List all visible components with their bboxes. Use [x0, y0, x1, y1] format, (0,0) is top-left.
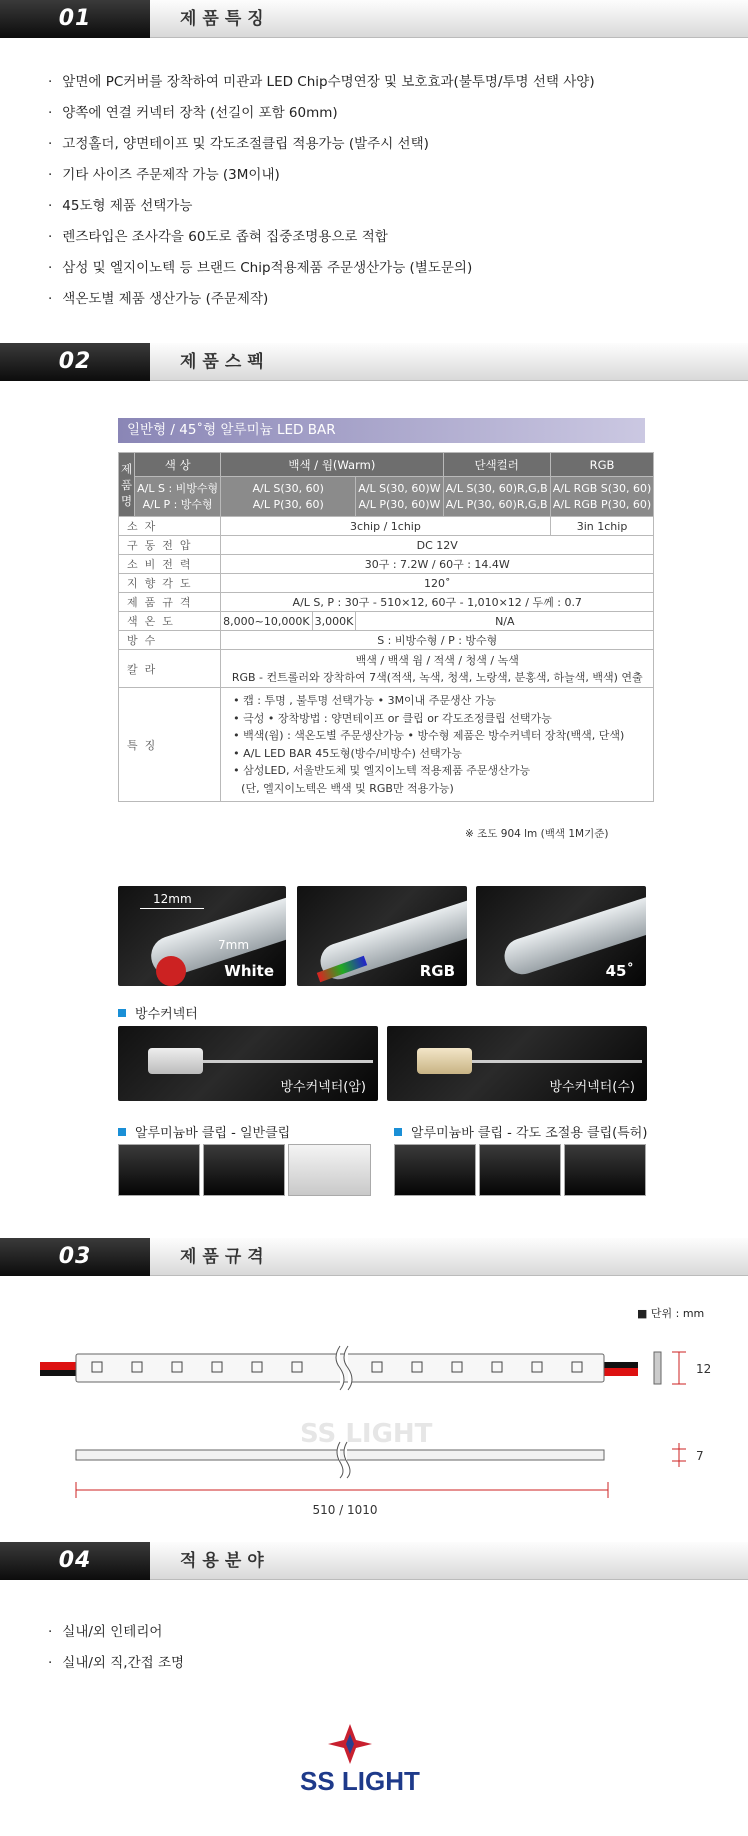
model-warm: A/L S(30, 60)W A/L P(30, 60)W — [356, 477, 443, 517]
section-title: 적용분야 — [180, 1551, 270, 1571]
row-value: 백색 / 백색 웜 / 적색 / 청색 / 녹색 RGB - 컨트롤러와 장착하여 7색(적색, 녹색, 청색, 노랑색, 분홍색, 하늘색, 백색) 연출 — [221, 650, 654, 688]
product-name-header: 제품명 — [119, 453, 135, 517]
photo-caption: 방수커넥터(암) — [280, 1080, 366, 1095]
row-value: S : 비방수형 / P : 방수형 — [221, 631, 654, 650]
section-number: 03 — [0, 1238, 150, 1276]
clip-heading-angle: 알루미늄바 클립 - 각도 조절용 클립(특허) — [394, 1122, 647, 1141]
feature-item: · 양쪽에 연결 커넥터 장착 (선길이 포함 60mm) — [48, 101, 338, 121]
spec-table-title: 일반형 / 45˚형 알루미늄 LED BAR — [118, 418, 645, 443]
clip-photo — [203, 1144, 285, 1196]
dim-width-label: 12mm — [153, 892, 192, 906]
application-item: · 실내/외 직,간접 조명 — [48, 1651, 184, 1671]
section-number: 04 — [0, 1542, 150, 1580]
model-single: A/L S(30, 60)R,G,B A/L P(30, 60)R,G,B — [443, 477, 550, 517]
photo-caption: 45˚ — [605, 962, 634, 980]
row-value: 8,000~10,000K — [221, 612, 312, 631]
row-value: N/A — [356, 612, 654, 631]
row-label: 방수 — [119, 631, 221, 650]
thickness-dim: 7 — [696, 1449, 704, 1463]
dim-width-line — [140, 908, 204, 909]
photo-45 — [476, 886, 646, 986]
clip-photo — [564, 1144, 646, 1196]
feature-item: · 색온도별 제품 생산가능 (주문제작) — [48, 287, 268, 307]
clip-photo — [118, 1144, 200, 1196]
row-value: DC 12V — [221, 536, 654, 555]
photo-caption: RGB — [419, 962, 455, 980]
model-white: A/L S(30, 60) A/L P(30, 60) — [221, 477, 356, 517]
section-header-04 — [0, 1542, 748, 1580]
photo-connector-female — [118, 1026, 378, 1101]
row-value: 120˚ — [221, 574, 654, 593]
height-dim: 12 — [696, 1362, 712, 1376]
feature-item: · 삼성 및 엘지이노텍 등 브랜드 Chip적용제품 주문생산가능 (별도문의) — [48, 256, 472, 276]
dim-height-label: 7mm — [218, 938, 250, 952]
row-label: 색온도 — [119, 612, 221, 631]
row-label: 제품규격 — [119, 593, 221, 612]
ss-light-logo — [290, 1720, 460, 1800]
watermark: SS LIGHT — [300, 1419, 433, 1449]
col-color: 색 상 — [135, 453, 221, 477]
clip-photo — [479, 1144, 561, 1196]
section-title: 제품특징 — [180, 9, 270, 29]
cable-image — [203, 1060, 373, 1063]
row-label: 구동전압 — [119, 536, 221, 555]
row-value: 3chip / 1chip — [221, 517, 551, 536]
cable-image — [472, 1060, 642, 1063]
feature-item: · 45도형 제품 선택가능 — [48, 194, 192, 214]
lumen-note: ※ 조도 904 lm (백색 1M기준) — [465, 828, 609, 840]
section-title: 제품규격 — [180, 1247, 270, 1267]
connector-image — [417, 1048, 472, 1074]
row-label: 지향각도 — [119, 574, 221, 593]
connector-heading: 방수커넥터 — [118, 1003, 198, 1022]
wire-image — [156, 956, 186, 986]
feature-item: · 앞면에 PC커버를 장착하여 미관과 LED Chip수명연장 및 보호효과(불투명/투명 선택 사양) — [48, 70, 595, 90]
col-rgb: RGB — [550, 453, 654, 477]
photo-white — [118, 886, 286, 986]
feature-item: · 렌즈타입은 조사각을 60도로 좁혀 집중조명용으로 적합 — [48, 225, 388, 245]
connector-image — [148, 1048, 203, 1074]
dimension-diagram — [0, 1330, 748, 1520]
row-label: 특징 — [119, 688, 221, 802]
feature-item: · 기타 사이즈 주문제작 가능 (3M이내) — [48, 163, 280, 183]
photo-caption: 방수커넥터(수) — [549, 1080, 635, 1095]
length-dim: 510 / 1010 — [312, 1503, 378, 1517]
clip-photo — [394, 1144, 476, 1196]
row-label: 소자 — [119, 517, 221, 536]
feature-item: · 고정홀더, 양면테이프 및 각도조절클립 적용가능 (발주시 선택) — [48, 132, 429, 152]
col-warm: 백색 / 웜(Warm) — [221, 453, 443, 477]
row-value: 3in 1chip — [550, 517, 654, 536]
row-value: A/L S, P : 30구 - 510×12, 60구 - 1,010×12 / 두께 : 0.7 — [221, 593, 654, 612]
feature-list: • 캡 : 투명 , 불투명 선택가능 • 3M이내 주문생산 가능 • 극성 • 장착방법 : 양면테이프 or 클립 or 각도조정클립 선택가능 • 백색(웜) : 색온도별 주문생산가능 • 방수형 제품은 방수커넥터 장착(백색, 단색) • A/L LED BAR 45도형(방수/비방수) 선택가능 • 삼성LED, 서울반도체 및 엘지이노텍 적용제품 주문생산가능 (단, 엘지이노텍은 백색 및 RGB만 적용가능) — [221, 688, 654, 802]
section-number: 02 — [0, 343, 150, 381]
clip-photo — [288, 1144, 371, 1196]
unit-label: ■ 단위 : mm — [637, 1305, 704, 1321]
photo-rgb — [297, 886, 467, 986]
section-header-03 — [0, 1238, 748, 1276]
section-title: 제품스펙 — [180, 352, 270, 372]
row-label: 칼라 — [119, 650, 221, 688]
row-label: 소비전력 — [119, 555, 221, 574]
col-single: 단색컬러 — [443, 453, 550, 477]
section-header-01 — [0, 0, 748, 38]
model-rgb: A/L RGB S(30, 60) A/L RGB P(30, 60) — [550, 477, 654, 517]
clip-heading-standard: 알루미늄바 클립 - 일반클립 — [118, 1122, 290, 1141]
photo-connector-male — [387, 1026, 647, 1101]
row-value: 3,000K — [312, 612, 356, 631]
spec-table — [118, 452, 654, 802]
section-header-02 — [0, 343, 748, 381]
model-legend: A/L S : 비방수형 A/L P : 방수형 — [135, 477, 221, 517]
row-value: 30구 : 7.2W / 60구 : 14.4W — [221, 555, 654, 574]
photo-caption: White — [224, 962, 274, 980]
section-number: 01 — [0, 0, 150, 38]
application-item: · 실내/외 인테리어 — [48, 1620, 162, 1640]
logo-text: SS LIGHT — [300, 1766, 420, 1796]
